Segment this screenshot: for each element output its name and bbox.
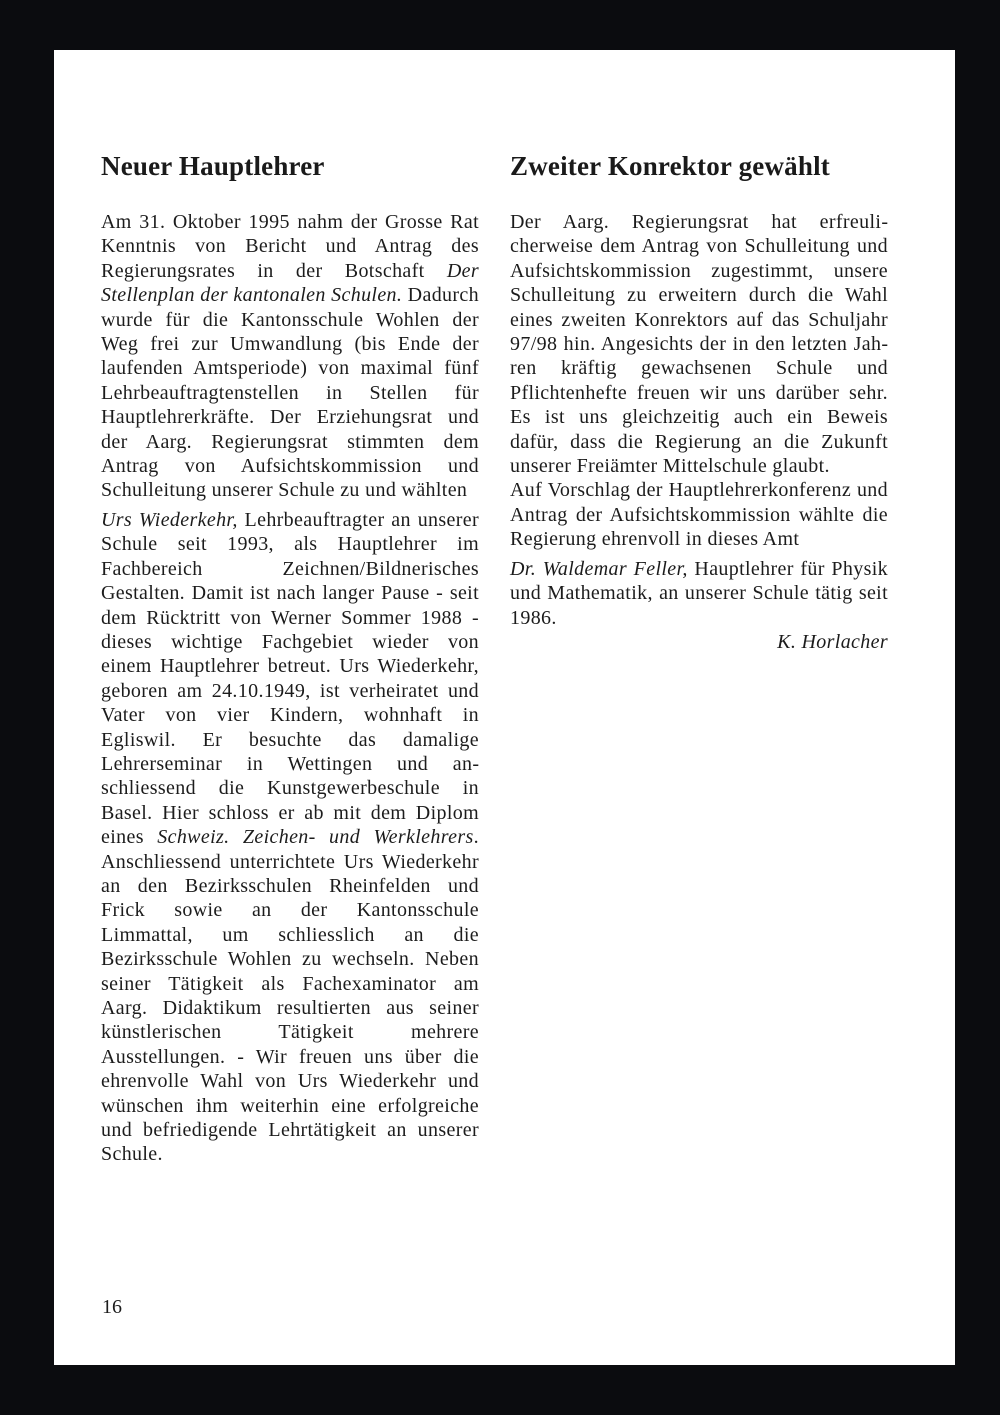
text: Dadurch wurde für die Kantonsschule Wohlen der Weg frei zur Umwandlung (bis Ende der laufenden Amtsperiode) von maximal fünf Lehrbeauftragtenstellen in Stellen für Hauptlehrerkräfte. Der Erziehungsrat und der Aarg. Regierungsrat stimmten dem Antrag von Aufsichtskommission und Schulleitung unserer Schule zu und wählten [101, 284, 479, 502]
person-name: Urs Wiederkehr, [101, 508, 238, 531]
text: Hauptlehrer für Physik und Mathematik, an unserer Schule tätig seit 1986. [510, 557, 888, 629]
diploma-title: Schweiz. Zeichen- und Werklehrers [157, 826, 474, 849]
text: Der Aarg. Regierungsrat hat erfreulicherweise dem Antrag von Schulleitung und Aufsichtskommission zugestimmt, unsere Schulleitung zu erweitern durch die Wahl eines zweiten Konrektors auf das Schuljahr 97/98 hin. Angesichts der in den letzten Jahren kräftig gewachsenen Schule und Pflichtenhefte freuen wir uns darüber sehr. Es ist uns gleichzeitig auch ein Beweis dafür, dass die Regierung an die Zukunft unserer Freiämter Mittelschule glaubt. [510, 211, 888, 478]
paragraph [510, 478, 888, 551]
article-body [101, 210, 479, 1167]
publication-title: Der Stellenplan der kantonalen Schulen. [101, 259, 479, 307]
document-page [54, 50, 955, 1365]
text: Am 31. Oktober 1995 nahm der Grosse Rat Kenntnis von Bericht und Antrag des Regierungsrates in der Botschaft [101, 211, 479, 282]
article-title: Neuer Hauptlehrer [101, 151, 325, 181]
paragraph [510, 557, 888, 630]
article-body [510, 210, 888, 654]
paragraph [101, 508, 479, 1167]
text: . Anschliessend unterrichtete Urs Wiederkehr an den Bezirksschulen Rheinfelden und Frick sowie an der Kantonsschule Limmattal, um schliesslich an die Bezirksschule Wohlen zu wechseln. Neben seiner Tätigkeit als Fachexaminator am Aarg. Didaktikum resultierten aus seiner künstlerischen Tätigkeit mehrere Ausstellungen. - Wir freuen uns über die ehrenvolle Wahl von Urs Wiederkehr und wünschen ihm weiterhin eine erfolgreiche und befriedigende Lehrtätigkeit an unserer Schule. [101, 826, 479, 1166]
paragraph [101, 210, 479, 503]
author-signature: K. Horlacher [777, 630, 888, 653]
paragraph [510, 210, 888, 478]
page-number: 16 [102, 1296, 122, 1318]
text: Auf Vorschlag der Hauptlehrerkonferenz und Antrag der Aufsichtskommission wählte die Regierung ehrenvoll in dieses Amt [510, 479, 888, 551]
text: Lehrbeauftragter an unserer Schule seit 1993, als Hauptlehrer im Fachbereich Zeichnen/Bildnerisches Gestalten. Damit ist nach langer Pause - seit dem Rücktritt von Werner Sommer 1988 - dieses wichtige Fachgebiet wieder von einem Hauptlehrer betreut. Urs Wiederkehr, geboren am 24.10.1949, ist verheiratet und Vater von vier Kindern, wohnhaft in Egliswil. Er besuchte das damalige Lehrerseminar in Wettingen und anschliessend die Kunstgewerbeschule in Basel. Hier schloss er ab mit dem Diplom eines [101, 508, 479, 849]
article-title: Zweiter Konrektor gewählt [510, 151, 830, 181]
person-name: Dr. Waldemar Feller, [510, 557, 688, 580]
